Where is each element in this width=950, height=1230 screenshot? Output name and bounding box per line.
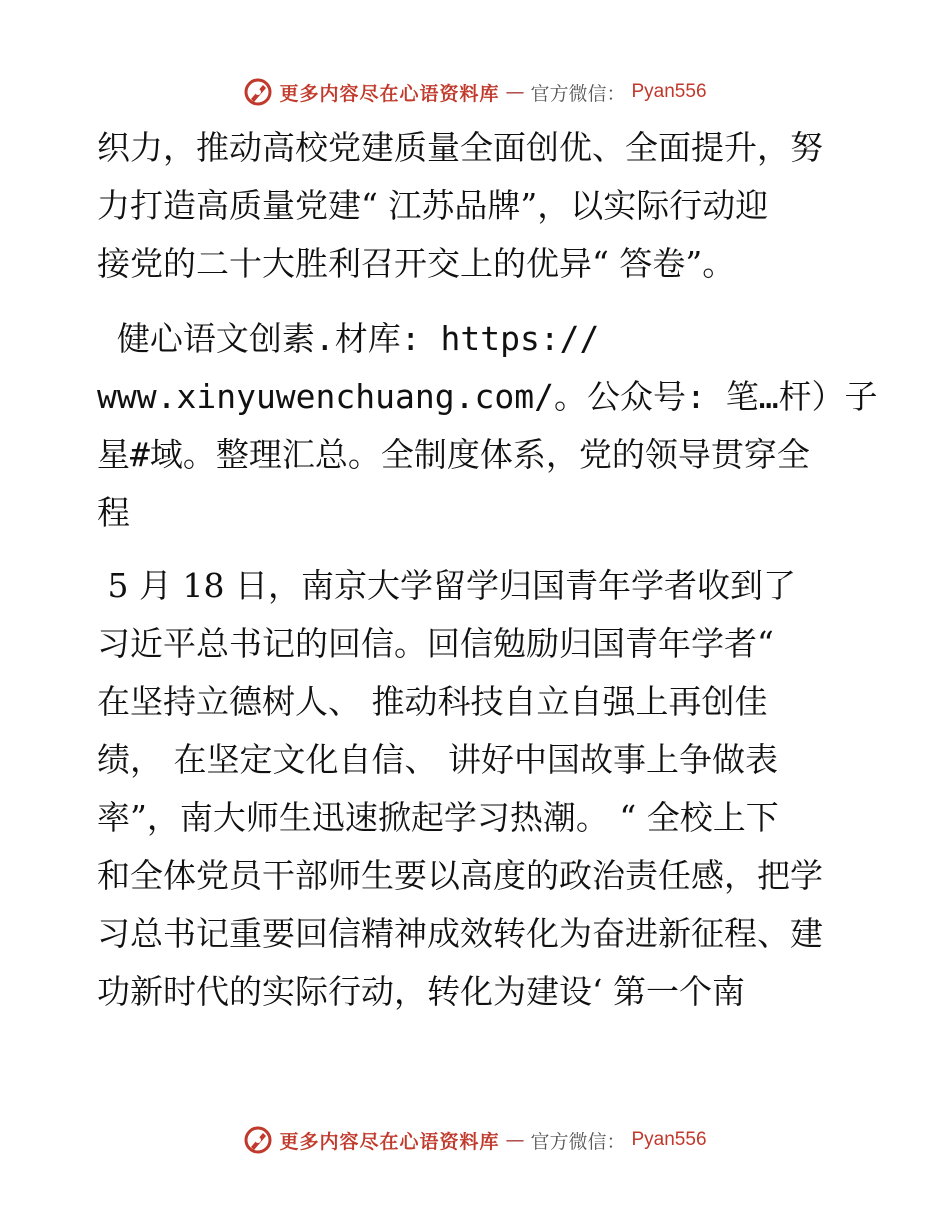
text-line: 习近平总书记的回信。回信勉励归国青年学者“ [97, 624, 774, 663]
header-dash: — [505, 81, 525, 103]
page-footer-watermark [0, 1120, 950, 1160]
paragraph-3 [97, 557, 867, 1021]
text-line: 织力，推动高校党建质量全面创优、全面提升，努 [97, 128, 823, 167]
text-line: 率”，南大师生迅速掀起学习热潮。 “ 全校上下 [97, 798, 779, 837]
pen-logo-icon [243, 77, 273, 107]
text-line: 力打造高质量党建“ 江苏品牌”，以实际行动迎 [97, 186, 769, 225]
pen-logo-icon [243, 1125, 273, 1155]
paragraph-2 [97, 310, 878, 542]
text-line: 接党的二十大胜利召开交上的优异“ 答卷”。 [97, 244, 736, 283]
text-line: 功新时代的实际行动，转化为建设‘ 第一个南 [97, 972, 745, 1011]
text-line: 和全体党员干部师生要以高度的政治责任感，把学 [97, 856, 823, 895]
text-line: 5 月 18 日，南京大学留学归国青年学者收到了 [97, 566, 796, 605]
text-line: 星#域。整理汇总。全制度体系，党的领导贯穿全 [97, 435, 810, 474]
footer-official-label: 官方微信： [530, 1130, 626, 1153]
header-brand-text: 更多内容尽在心语资料库 [279, 82, 500, 105]
footer-wechat-id: Pyan556 [631, 1129, 707, 1150]
paragraph-1 [97, 119, 867, 293]
text-line: www.xinyuwenchuang.com/。公众号: 笔…杆）子 [97, 377, 878, 416]
text-line: 在坚持立德树人、 推动科技自立自强上再创佳 [97, 682, 768, 721]
page-header-watermark [0, 72, 950, 112]
footer-dash: — [505, 1129, 525, 1151]
footer-brand-text: 更多内容尽在心语资料库 [279, 1130, 500, 1153]
text-line: 绩， 在坚定文化自信、 讲好中国故事上争做表 [97, 740, 778, 779]
text-line: 习总书记重要回信精神成效转化为奋进新征程、建 [97, 914, 823, 953]
text-line: 程 [97, 493, 130, 532]
text-line: 健心语文创素.材库: https:// [97, 319, 600, 358]
header-official-label: 官方微信： [530, 82, 626, 105]
header-wechat-id: Pyan556 [631, 81, 707, 102]
